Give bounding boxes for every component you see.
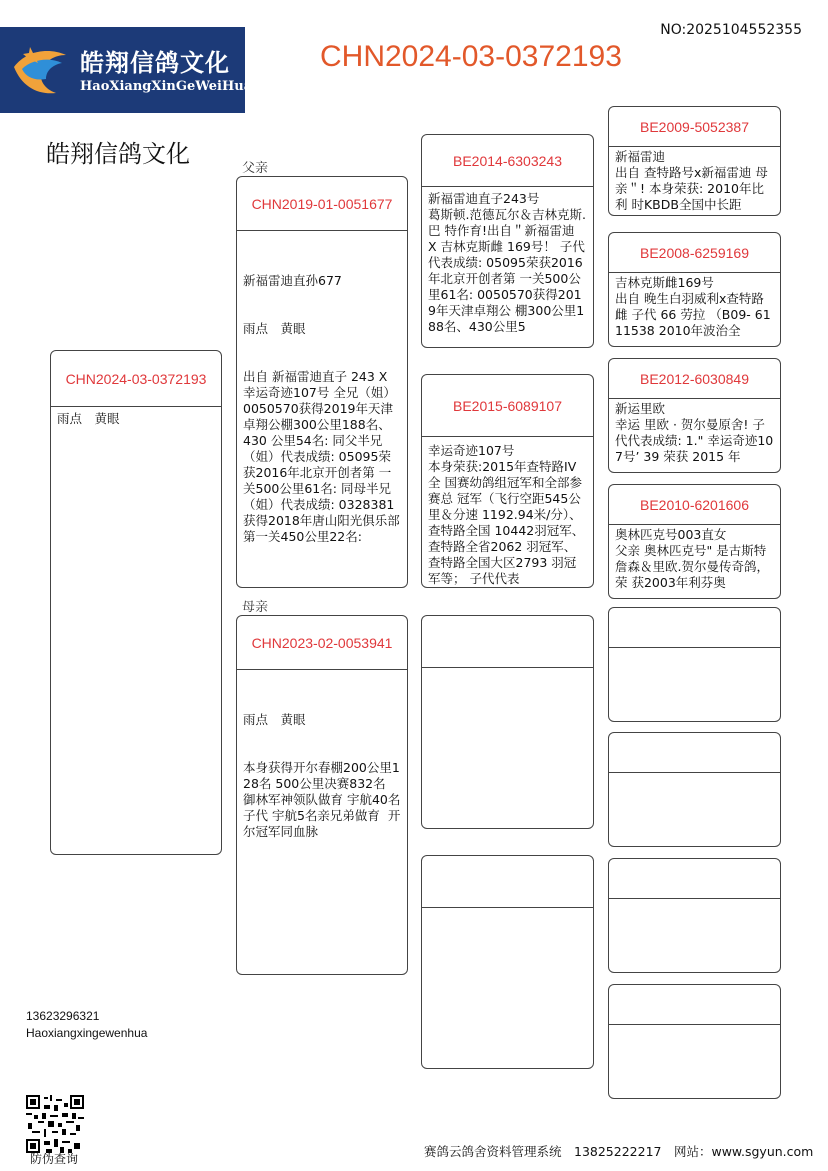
subject-ring: CHN2024-03-0372193 — [51, 351, 221, 407]
father-name: 新福雷迪直孙677 — [243, 273, 342, 288]
mother-color: 雨点 黄眼 — [243, 712, 306, 727]
father-color: 雨点 黄眼 — [243, 321, 306, 336]
contact-website-id: Haoxiangxingewenhua — [26, 1026, 148, 1040]
great-grandparent-card-4 — [608, 484, 781, 599]
subject-card — [50, 350, 222, 855]
mother-label: 母亲 — [242, 600, 269, 615]
qr-code-icon — [26, 1095, 84, 1153]
father-card — [236, 176, 408, 588]
anti-counterfeit-label: 防伪查询 — [30, 1152, 79, 1166]
great-grandparent-card-2 — [608, 232, 781, 347]
maternal-grandmother-card — [421, 855, 594, 1069]
paternal-grandmother-ring: BE2015-6089107 — [422, 375, 593, 437]
father-ring: CHN2019-01-0051677 — [237, 177, 407, 231]
great-grandparent-ring-5 — [609, 608, 780, 648]
great-grandparent-card-6 — [608, 732, 781, 847]
paternal-grandfather-text: 新福雷迪直子243号 葛斯顿.范德瓦尔＆吉林克斯.巴 特作育!出自＂新福雷迪 X 吉林克斯雌 169号！ 子代代表成绩: 05095荣获2016年北京开创者第 一关500公里61名: 0050570获得2019年天津卓翔公 棚300公里188名、430公里5 — [428, 191, 586, 334]
subject-text: 雨点 黄眼 — [57, 411, 120, 426]
great-grandparent-card-1 — [608, 106, 781, 216]
great-grandparent-text-1: 新福雷迪 出自 查特路号x新福雷迪 母 亲＂! 本身荣获: 2010年比利 时KBDB全国中长距 — [615, 149, 768, 212]
mother-text: 本身获得开尔春棚200公里128名 500公里决赛832名 御林军神领队做育 宇航40名子代 宇航5名亲兄弟做育 开尔冠军同血脉 — [243, 760, 401, 839]
paternal-grandmother-card — [421, 374, 594, 588]
great-grandparent-card-8 — [608, 984, 781, 1099]
footer-text: 赛鸽云鸽舍资料管理系统 13825222217 网站：www.sgyun.com — [424, 1144, 814, 1159]
contact-phone: 13623296321 — [26, 1009, 100, 1023]
great-grandparent-ring-3: BE2012-6030849 — [609, 359, 780, 399]
great-grandparent-text-2: 吉林克斯雌169号 出自 晚生白羽威利x查特路 雌 子代 66 劳拉 （B09- 6111538 2010年波治全 — [615, 275, 771, 338]
paternal-grandfather-ring: BE2014-6303243 — [422, 135, 593, 187]
great-grandparent-ring-6 — [609, 733, 780, 773]
paternal-grandfather-card — [421, 134, 594, 348]
father-label: 父亲 — [242, 161, 269, 176]
logo-chinese-name: 皓翔信鸽文化 — [80, 49, 230, 77]
paternal-grandmother-text: 幸运奇迹107号 本身荣获:2015年查特路IV全 国赛幼鸽组冠军和全部参赛总 冠军（飞行空距545公里＆分速 1192.94米/分）、查特路全国 10442羽冠军、查特路全省2062 羽冠军、查特路全国大区2793 羽冠军等； 子代代表 — [428, 443, 585, 586]
great-grandparent-ring-1: BE2009-5052387 — [609, 107, 780, 147]
great-grandparent-ring-8 — [609, 985, 780, 1025]
great-grandparent-ring-4: BE2010-6201606 — [609, 485, 780, 525]
main-ring-number: CHN2024-03-0372193 — [320, 40, 622, 73]
contact-info — [26, 1008, 147, 1042]
great-grandparent-text-4: 奥林匹克号003直女 父亲 奥林匹克号" 是古斯特 詹森＆里欧.贺尔曼传奇鸽， 荣 获2003年利芬奥 — [615, 527, 769, 590]
great-grandparent-ring-2: BE2008-6259169 — [609, 233, 780, 273]
great-grandparent-card-3 — [608, 358, 781, 473]
great-grandparent-card-5 — [608, 607, 781, 722]
maternal-grandfather-ring — [422, 616, 593, 668]
great-grandparent-ring-7 — [609, 859, 780, 899]
great-grandparent-text-3: 新运里欧 幸运 里欧 · 贺尔曼原舍! 子代代表成绩: 1." 幸运奇迹107号’ 39 荣获 2015 年 — [615, 401, 774, 464]
document-number: NO:2025104552355 — [660, 22, 802, 38]
logo-english-name: HaoXiangXinGeWeiHua — [80, 79, 253, 94]
pigeon-logo-icon — [8, 37, 78, 103]
mother-ring: CHN2023-02-0053941 — [237, 616, 407, 670]
mother-card — [236, 615, 408, 975]
maternal-grandfather-card — [421, 615, 594, 829]
brand-title: 皓翔信鸽文化 — [46, 140, 190, 168]
logo — [0, 27, 253, 113]
father-text: 出自 新福雷迪直子 243 X 幸运奇迹107号 全兄（姐）0050570获得2019年天津卓翔公棚300公里188名、 430 公里54名: 同父半兄（姐）代表成绩: 05095荣获2016年北京开创者第 一关500公里61名: 同母半兄（姐）代表成绩: 0328381获得2018年唐山阳光俱乐部第一关450公里22名: — [243, 369, 400, 544]
maternal-grandmother-ring — [422, 856, 593, 908]
great-grandparent-card-7 — [608, 858, 781, 973]
